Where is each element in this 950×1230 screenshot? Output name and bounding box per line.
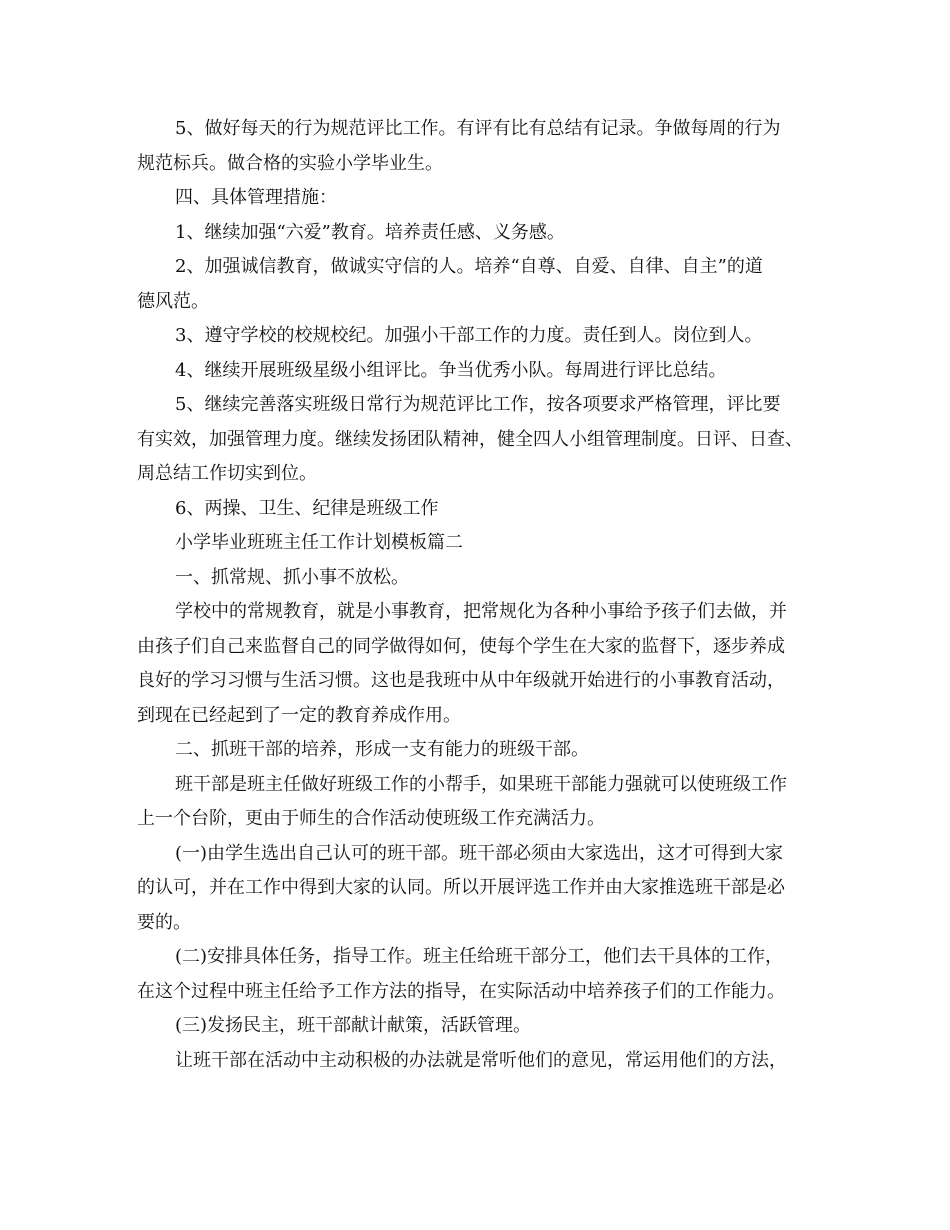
- text-line: 由孩子们自己来监督自己的同学做得如何，使每个学生在大家的监督下，逐步养成: [137, 635, 785, 657]
- text-line: 4、继续开展班级星级小组评比。争当优秀小队。每周进行评比总结。: [175, 359, 727, 381]
- text-line: 一、抓常规、抓小事不放松。: [175, 566, 409, 588]
- text-line: (一)由学生选出自己认可的班干部。班干部必须由大家选出，这才可得到大家: [175, 842, 784, 864]
- text-line: 让班干部在活动中主动积极的办法就是常听他们的意见，常运用他们的方法，: [175, 1049, 787, 1071]
- text-line: 有实效，加强管理力度。继续发扬团队精神，健全四人小组管理制度。日评、日查、: [137, 428, 803, 450]
- text-line: 要的。: [137, 911, 191, 933]
- text-line: 1、继续加强“六爱”教育。培养责任感、义务感。: [175, 221, 565, 243]
- text-line: 班干部是班主任做好班级工作的小帮手，如果班干部能力强就可以使班级工作: [175, 773, 787, 795]
- text-line: 6、两操、卫生、纪律是班级工作: [175, 497, 439, 519]
- text-line: 的认可，并在工作中得到大家的认同。所以开展评选工作并由大家推选班干部是必: [137, 877, 785, 898]
- text-line: (二)安排具体任务，指导工作。班主任给班干部分工，他们去干具体的工作，: [175, 946, 784, 967]
- text-line: 3、遵守学校的校规校纪。加强小干部工作的力度。责任到人。岗位到人。: [175, 325, 763, 346]
- text-line: 上一个台阶，更由于师生的合作活动使班级工作充满活力。: [137, 808, 605, 829]
- text-line: 到现在已经起到了一定的教育养成作用。: [137, 704, 461, 726]
- text-line: 良好的学习习惯与生活习惯。这也是我班中从中年级就开始进行的小事教育活动，: [137, 670, 785, 691]
- text-line: 学校中的常规教育，就是小事教育，把常规化为各种小事给予孩子们去做，并: [175, 601, 787, 622]
- text-line: (三)发扬民主，班干部献计献策，活跃管理。: [175, 1015, 532, 1036]
- document-body: [137, 112, 817, 1078]
- text-line: 2、加强诚信教育，做诚实守信的人。培养“自尊、自爱、自律、自主”的道: [175, 256, 763, 277]
- text-line: 小学毕业班班主任工作计划模板篇二: [175, 532, 463, 553]
- text-line: 周总结工作切实到位。: [137, 463, 317, 484]
- text-line: 规范标兵。做合格的实验小学毕业生。: [137, 152, 443, 174]
- text-line: 四、具体管理措施：: [175, 187, 337, 208]
- text-line: 5、继续完善落实班级日常行为规范评比工作，按各项要求严格管理，评比要: [175, 394, 781, 415]
- text-line: 二、抓班干部的培养，形成一支有能力的班级干部。: [175, 739, 589, 760]
- text-line: 在这个过程中班主任给予工作方法的指导，在实际活动中培养孩子们的工作能力。: [137, 980, 785, 1002]
- text-line: 德风范。: [137, 290, 209, 312]
- text-line: 5、做好每天的行为规范评比工作。有评有比有总结有记录。争做每周的行为: [175, 118, 781, 139]
